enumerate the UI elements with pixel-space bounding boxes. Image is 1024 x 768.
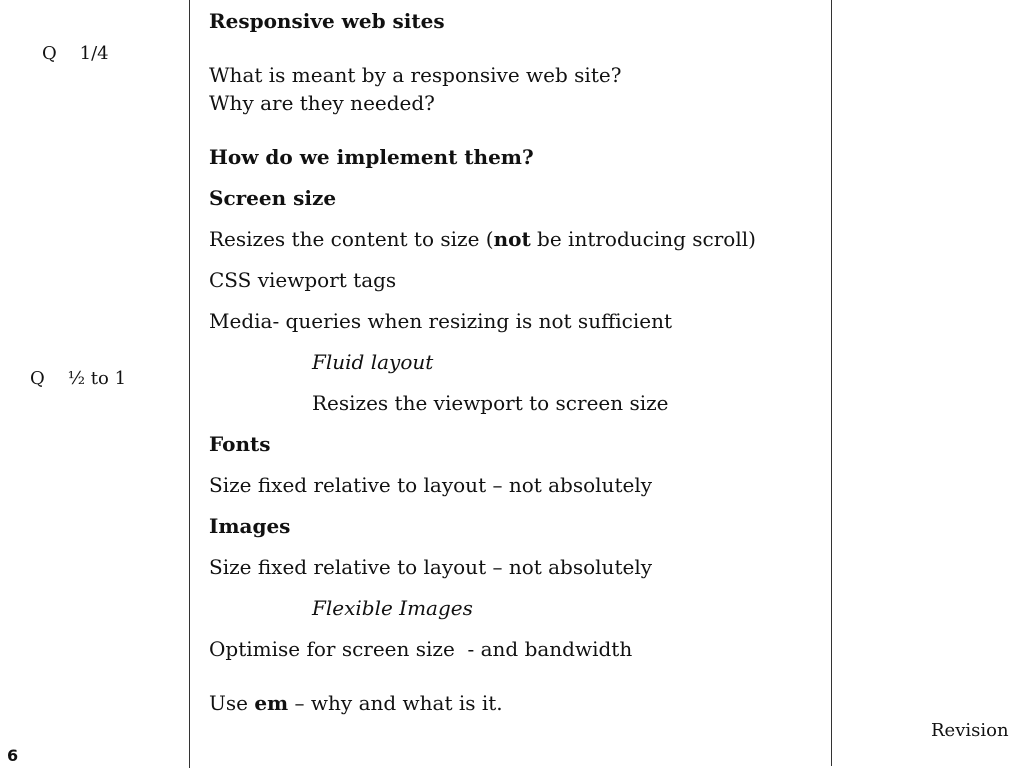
- page-title: Responsive web sites: [209, 9, 445, 33]
- margin-note-half-to-one: Q ½ to 1: [30, 368, 127, 389]
- media-queries-line: Media- queries when resizing is not sufficient: [209, 309, 673, 333]
- resize-content-line: [209, 229, 756, 249]
- optimise-line: Optimise for screen size - and bandwidth: [209, 637, 633, 661]
- screen-size-heading: Screen size: [209, 186, 337, 210]
- left-margin-rule: [189, 0, 190, 768]
- fluid-layout-line: Fluid layout: [312, 350, 434, 374]
- page-number: 6: [7, 746, 19, 765]
- use-text-after: – why and what is it.: [288, 691, 503, 715]
- resizes-viewport-line: Resizes the viewport to screen size: [312, 391, 669, 415]
- images-heading: Images: [209, 514, 291, 538]
- margin-note-quarter: Q 1/4: [42, 43, 109, 64]
- resize-text-after: be introducing scroll): [530, 227, 756, 251]
- use-text-before: Use: [209, 691, 255, 715]
- flexible-images-line: Flexible Images: [312, 596, 473, 620]
- question-meant: What is meant by a responsive web site?: [209, 63, 622, 87]
- question-why: Why are they needed?: [209, 91, 435, 115]
- resize-text-before: Resizes the content to size (: [209, 227, 494, 251]
- how-heading: How do we implement them?: [209, 145, 534, 169]
- use-em-line: [209, 693, 503, 713]
- fonts-text: Size fixed relative to layout – not absolutely: [209, 473, 653, 497]
- images-text: Size fixed relative to layout – not absolutely: [209, 555, 653, 579]
- use-text-bold: em: [254, 691, 289, 715]
- revision-label: Revision: [931, 720, 1009, 741]
- fonts-heading: Fonts: [209, 432, 271, 456]
- viewport-tags-line: CSS viewport tags: [209, 268, 397, 292]
- right-margin-rule: [831, 0, 832, 766]
- resize-text-bold: not: [493, 227, 531, 251]
